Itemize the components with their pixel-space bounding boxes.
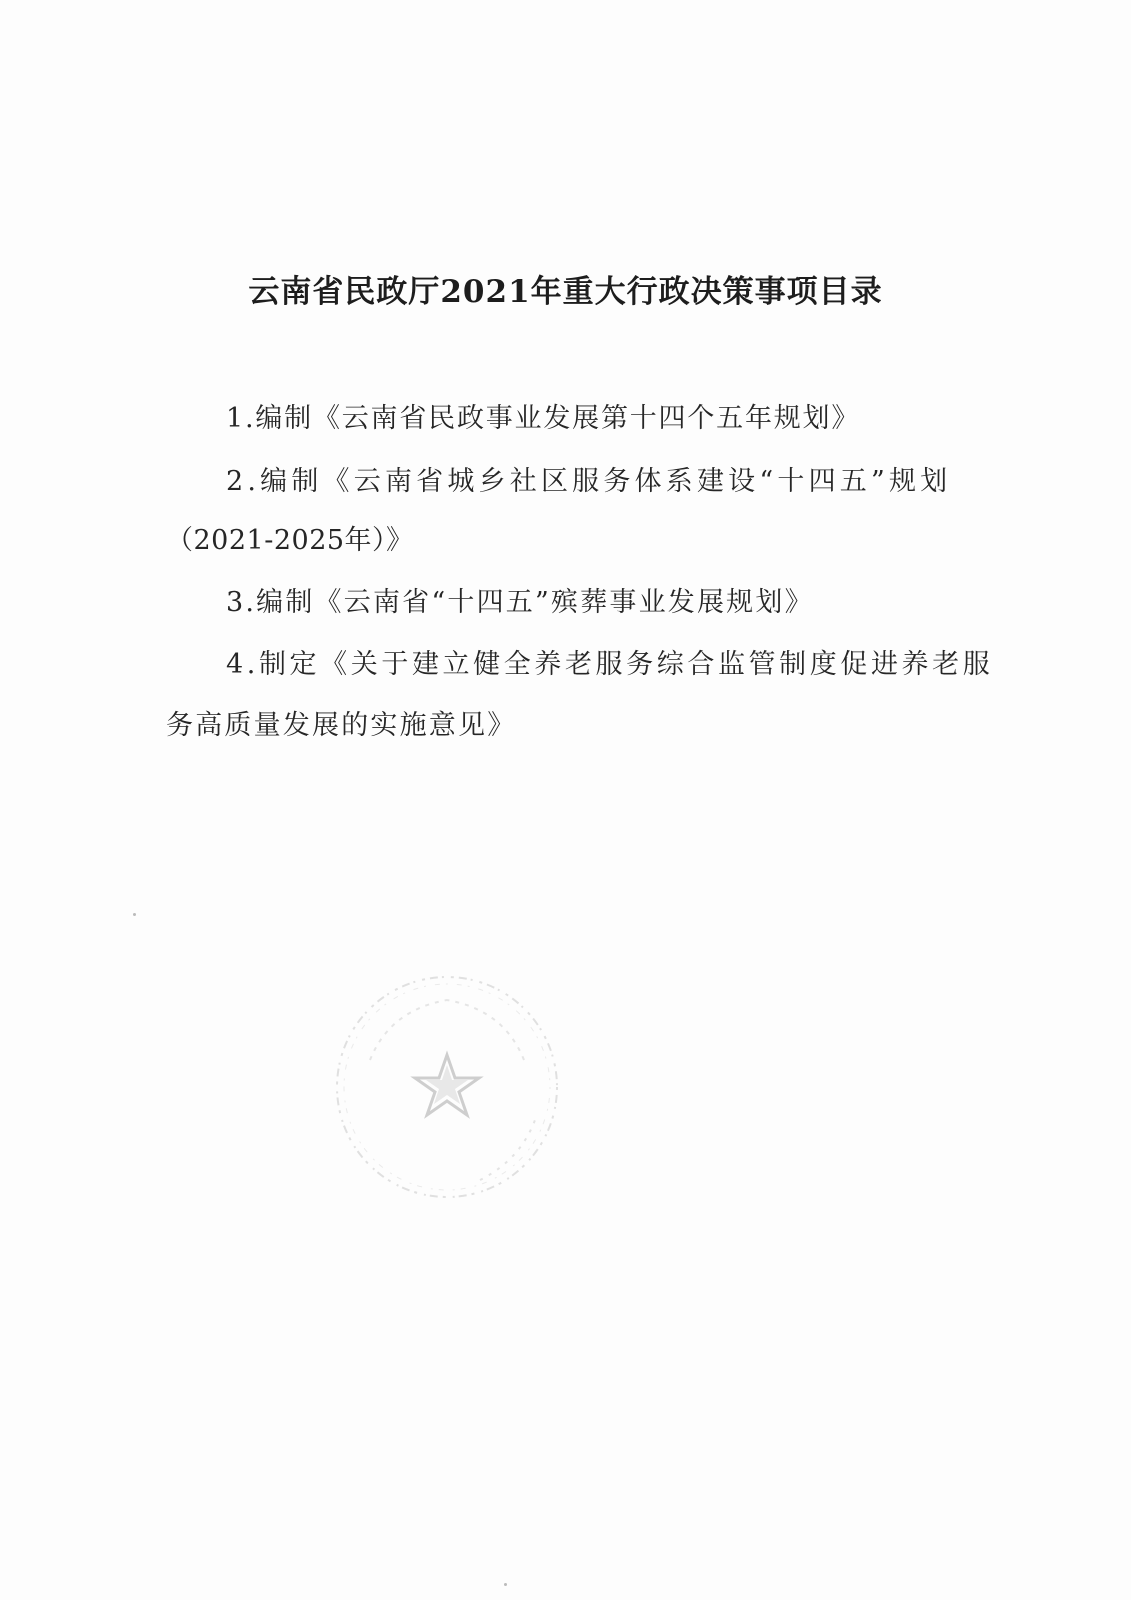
list-item-2-line-2: （2021-2025年）》 <box>166 525 414 556</box>
star-seal-icon <box>330 970 564 1204</box>
list-item-4-line-2: 务高质量发展的实施意见》 <box>166 710 517 741</box>
list-item-2-line-1: 2.编制《云南省城乡社区服务体系建设“十四五”规划 <box>226 466 952 497</box>
document-title: 云南省民政厅2021年重大行政决策事项目录 <box>248 274 883 310</box>
list-item-3: 3.编制《云南省“十四五”殡葬事业发展规划》 <box>226 587 814 618</box>
scan-speck <box>133 913 136 916</box>
scan-speck <box>504 1583 507 1586</box>
list-item-1: 1.编制《云南省民政事业发展第十四个五年规划》 <box>226 403 861 434</box>
list-item-4-line-1: 4.制定《关于建立健全养老服务综合监管制度促进养老服 <box>226 649 994 680</box>
